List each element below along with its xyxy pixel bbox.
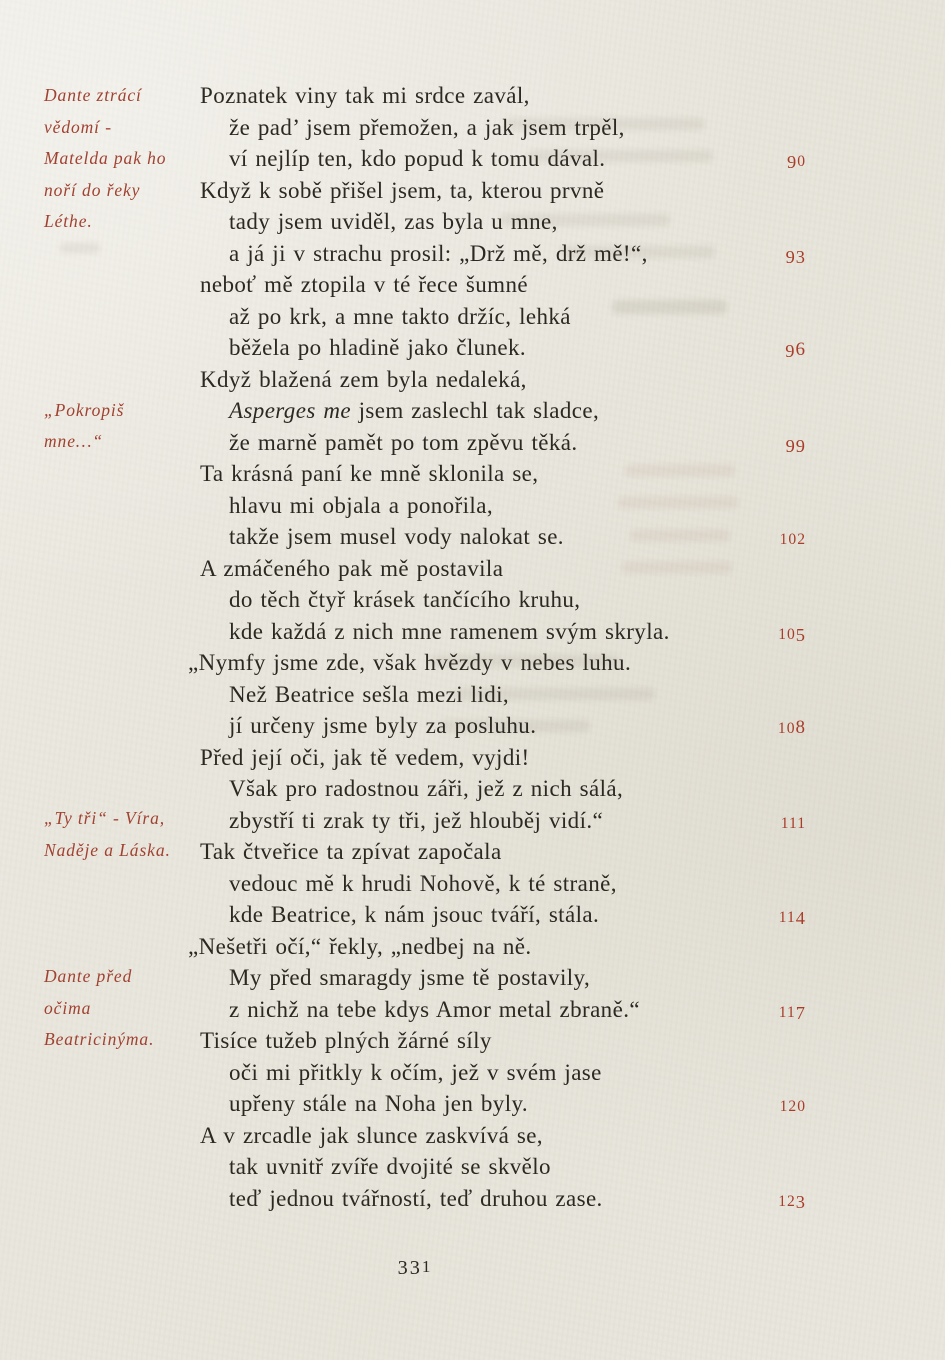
margin-note-line: vědomí - [44, 116, 112, 137]
margin-note [44, 803, 202, 866]
verse-number: 111 [780, 814, 806, 832]
verse-text: vedouc mě k hrudi Nohově, k té straně, [229, 870, 617, 896]
margin-note [44, 395, 202, 458]
verse-text: hlavu mi objala a ponořila, [229, 492, 493, 518]
margin-note-line: Naděje a Láska. [44, 839, 171, 860]
verse-text: Než Beatrice sešla mezi lidi, [229, 681, 510, 707]
verse-text: až po krk, a mne takto držíc, lehká [229, 303, 571, 329]
verse-text: Když blažená zem byla nedaleká, [200, 366, 527, 392]
margin-note-line: Matelda pak ho [44, 148, 167, 168]
margin-note-line: očima [44, 997, 92, 1018]
verse-line [200, 112, 806, 144]
verse-number: 120 [779, 1098, 806, 1115]
margin-note-line: Dante před [44, 966, 133, 986]
verse-line [200, 490, 806, 522]
verse-text: teď jednou tvářností, teď druhou zase. [229, 1185, 603, 1211]
latin-phrase: Asperges me [229, 398, 351, 423]
margin-note-line: Dante ztrácí [44, 85, 142, 105]
verse-number: 105 [778, 624, 806, 645]
bleed-through-smudge [60, 243, 100, 253]
margin-note-line: „Ty tři“ - Víra, [44, 808, 166, 828]
margin-note-line: noří do řeky [44, 179, 141, 200]
verse-number: 96 [785, 339, 806, 361]
margin-note-line: mne…“ [44, 431, 103, 451]
verse-text: „Nymfy jsme zde, však hvězdy v nebes luhu. [188, 650, 632, 675]
verse-text: tady jsem uviděl, zas byla u mne, [229, 209, 558, 234]
verse-text: z nichž na tebe kdys Amor metal zbraně.“ [229, 996, 640, 1022]
verse-text: Však pro radostnou záři, jež z nich sálá, [229, 776, 624, 801]
verse-text: „Nešetři očí,“ řekly, „nedbej na ně. [188, 933, 532, 959]
verse-line [200, 868, 806, 900]
verse-line [200, 836, 806, 868]
verse-line [200, 1025, 806, 1057]
verse-line [200, 773, 806, 805]
verse-text: Tak čtveřice ta zpívat započala [200, 839, 502, 864]
verse-line [200, 521, 806, 553]
verse-number: 99 [785, 435, 806, 456]
verse-number: 93 [785, 246, 806, 267]
verse-number: 117 [778, 1002, 806, 1023]
verse-text: A zmáčeného pak mě postavila [200, 555, 504, 581]
margin-note-line: Léthe. [44, 211, 93, 231]
verse-text: běžela po hladině jako člunek. [229, 335, 527, 360]
verse-line [200, 175, 806, 207]
verse-line [200, 553, 806, 585]
verse-line [200, 742, 806, 774]
verse-line [200, 805, 806, 837]
verse-text: A v zrcadle jak slunce zaskvívá se, [200, 1122, 543, 1148]
page-number: 331 [397, 1257, 433, 1280]
verse-line [200, 1088, 806, 1120]
verse-line [200, 269, 806, 301]
verse-number: 114 [778, 907, 806, 928]
verse-line [200, 584, 806, 616]
verse-line [200, 364, 806, 396]
verse-text: ví nejlíp ten, kdo popud k tomu dával. [229, 146, 606, 171]
margin-note [44, 961, 202, 1056]
verse-number: 90 [787, 151, 806, 172]
verse-text: kde Beatrice, k nám jsouc tváří, stála. [229, 902, 600, 927]
verse-line [188, 647, 806, 679]
verse-line [200, 80, 806, 112]
verse-line [200, 238, 806, 270]
margin-note [44, 80, 202, 238]
verse-text: Tisíce tužeb plných žárné síly [200, 1028, 492, 1053]
verse-text: do těch čtyř krásek tančícího kruhu, [229, 587, 581, 612]
verse-line [200, 899, 806, 931]
verse-line [200, 332, 806, 364]
verse-line [200, 1120, 806, 1152]
margin-note-line: Beatricinýma. [44, 1029, 155, 1049]
verse-text: jí určeny jsme byly za posluhu. [229, 713, 537, 738]
verse-block [188, 80, 806, 1214]
verse-text: upřeny stále na Noha jen byly. [229, 1091, 529, 1116]
verse-line [200, 206, 806, 238]
verse-line [200, 427, 806, 459]
verse-number: 123 [778, 1191, 806, 1212]
verse-line [188, 931, 806, 963]
verse-line [200, 710, 806, 742]
verse-line [200, 458, 806, 490]
verse-line [200, 301, 806, 333]
verse-line [200, 962, 806, 994]
verse-line [200, 616, 806, 648]
verse-number: 102 [779, 531, 806, 548]
margin-note-line: „Pokropiš [44, 399, 125, 420]
verse-text: že pad’ jsem přemožen, a jak jsem trpěl, [229, 114, 625, 140]
verse-line [200, 1151, 806, 1183]
verse-line [200, 395, 806, 427]
verse-text: Před její oči, jak tě vedem, vyjdi! [200, 744, 530, 770]
verse-text: neboť mě ztopila v té řece šumné [200, 272, 528, 297]
verse-line [200, 1057, 806, 1089]
verse-number: 108 [777, 717, 806, 738]
verse-text: My před smaragdy jsme tě postavily, [229, 965, 591, 990]
verse-text: jsem zaslechl tak sladce, [350, 398, 600, 423]
verse-text: zbystří ti zrak ty tři, jež hlouběj vidí.“ [229, 807, 604, 833]
verse-text: že marně pamět po tom zpěvu těká. [229, 429, 578, 455]
verse-line [200, 679, 806, 711]
verse-text: takže jsem musel vody nalokat se. [229, 524, 564, 549]
verse-line [200, 143, 806, 175]
verse-text: Ta krásná paní ke mně sklonila se, [200, 461, 539, 486]
verse-line [200, 1183, 806, 1215]
verse-text: Poznatek viny tak mi srdce zavál, [200, 83, 530, 108]
verse-text: a já ji v strachu prosil: „Drž mě, drž mě!“, [229, 240, 648, 266]
verse-line [200, 994, 806, 1026]
verse-text: tak uvnitř zvíře dvojité se skvělo [229, 1154, 551, 1179]
verse-text: kde každá z nich mne ramenem svým skryla. [229, 618, 670, 644]
verse-text: Když k sobě přišel jsem, ta, kterou prvně [200, 177, 605, 203]
verse-text: oči mi přitkly k očím, jež v svém jase [229, 1059, 602, 1085]
